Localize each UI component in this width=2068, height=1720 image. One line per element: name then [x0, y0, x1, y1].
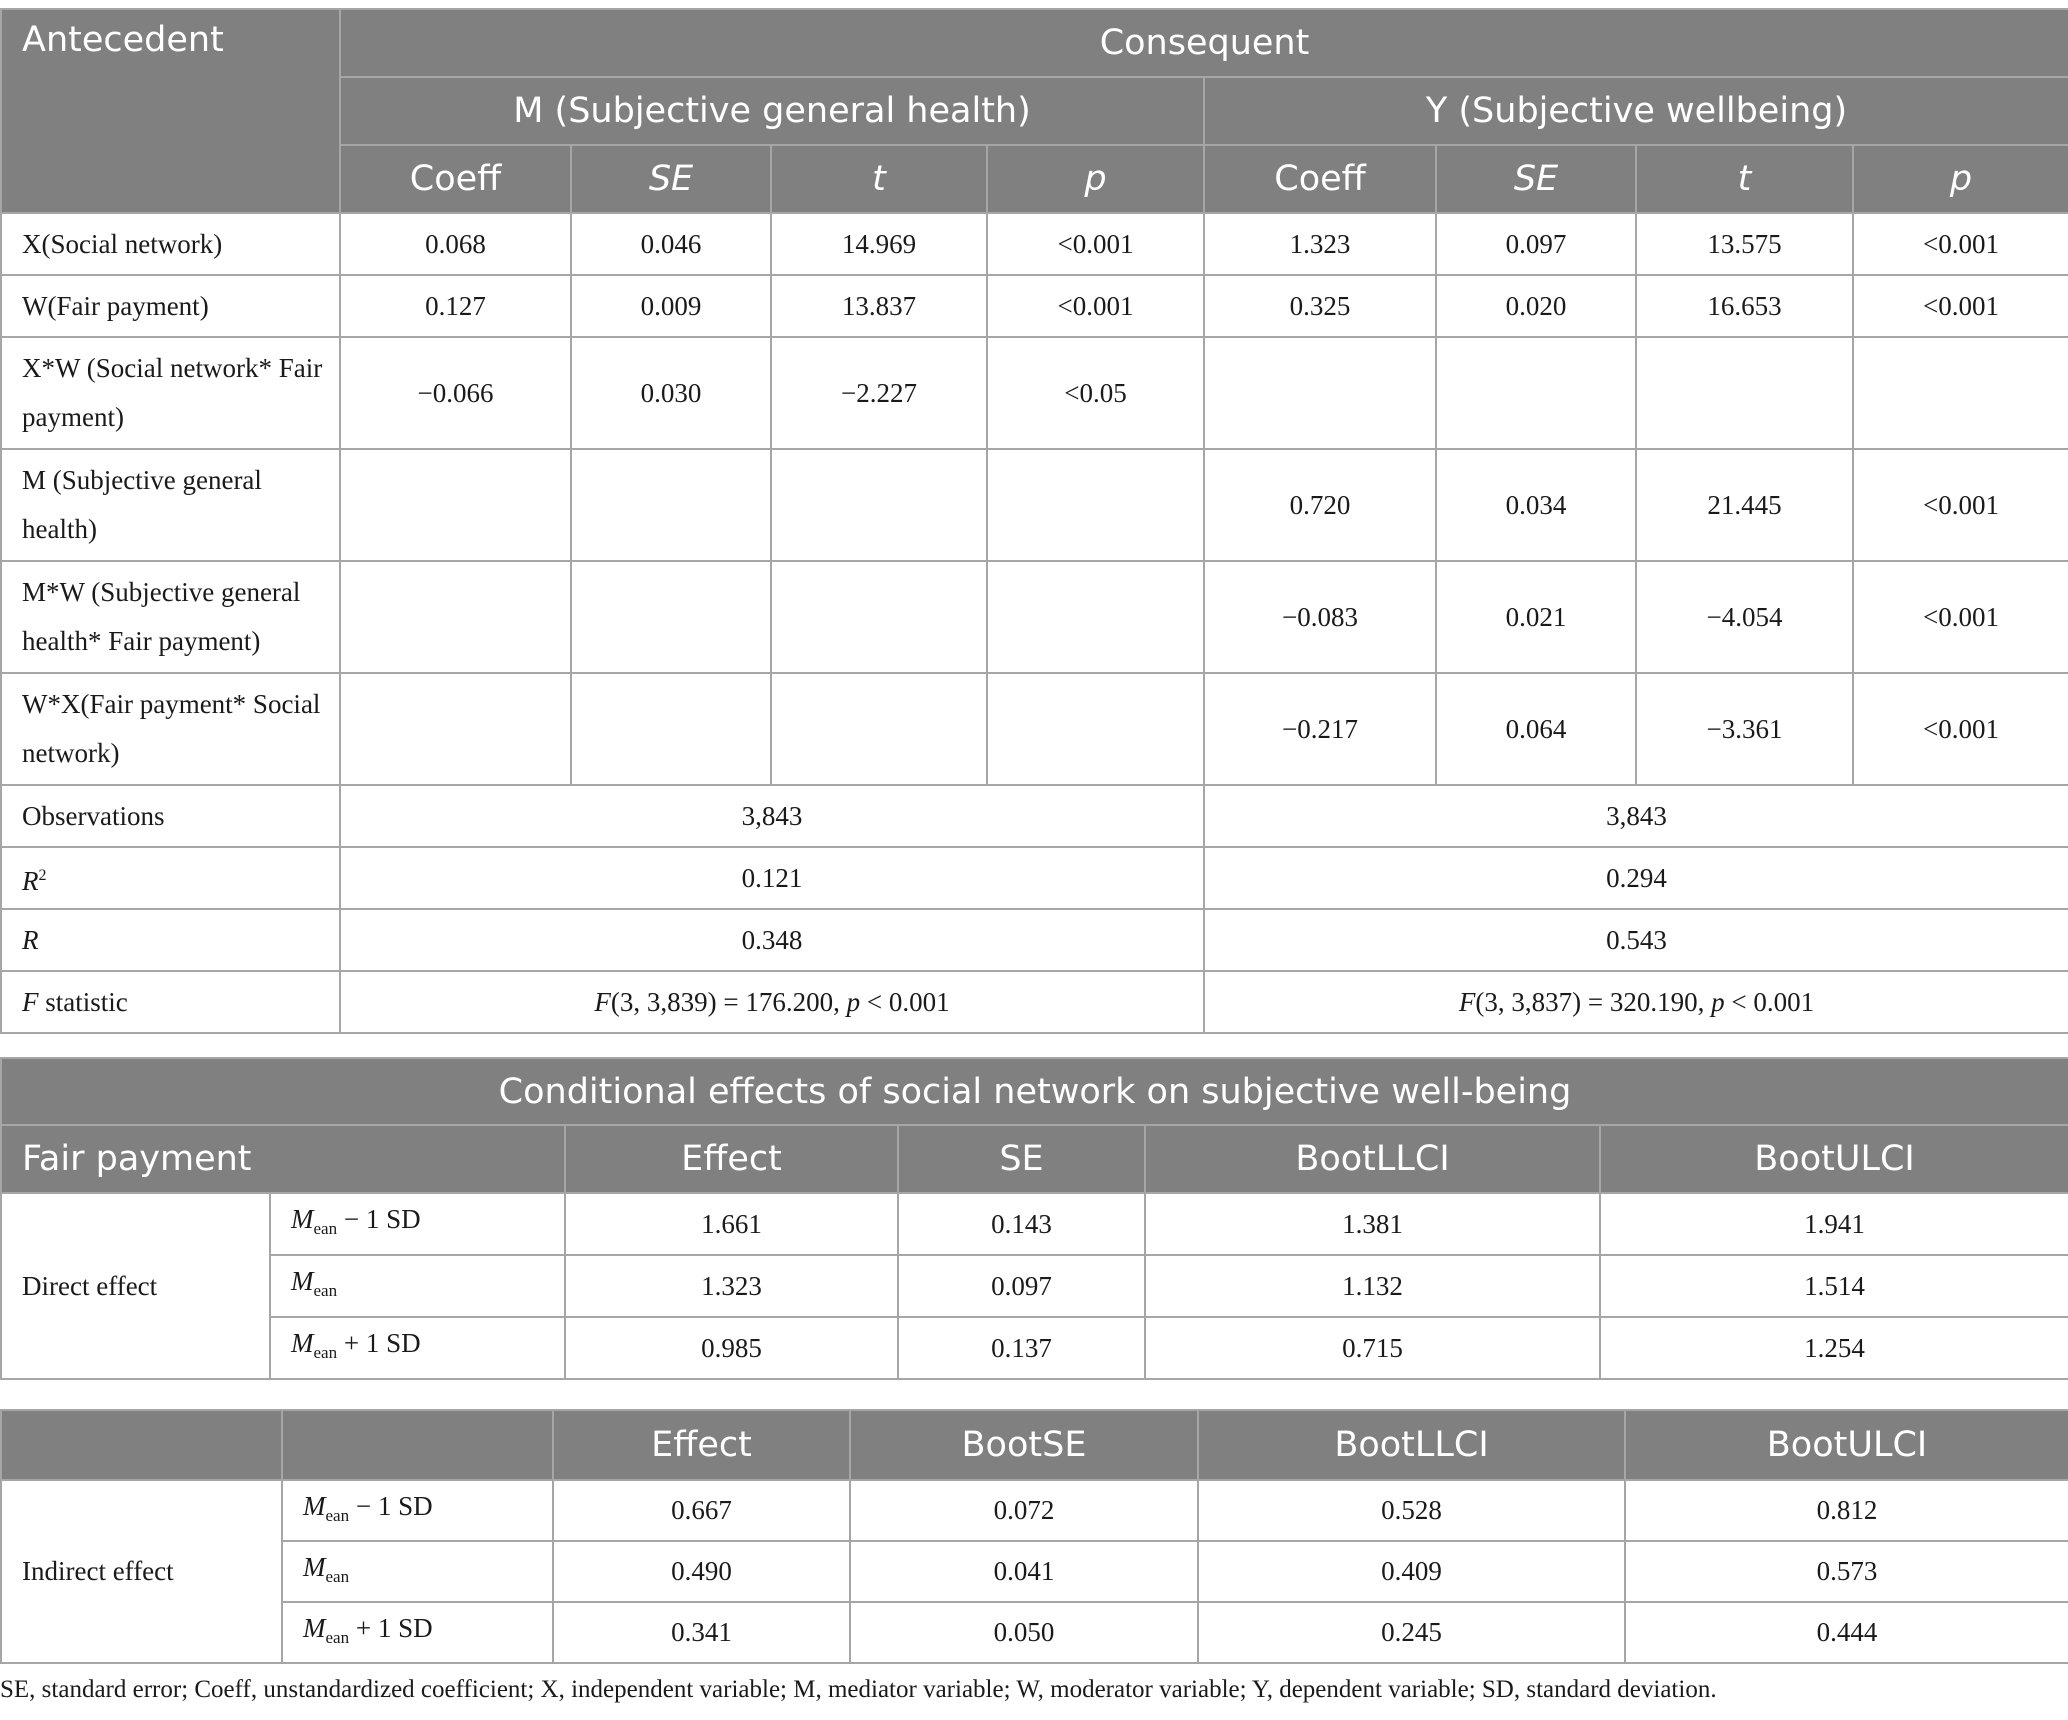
cell: <0.001 [1853, 449, 2068, 561]
blank-header [282, 1410, 553, 1480]
col-header: BootLLCI [1145, 1125, 1600, 1193]
cell: 0.021 [1436, 561, 1636, 673]
r2-symbol: R [22, 865, 39, 896]
p-symbol: p [846, 986, 861, 1017]
col-header: SE [1436, 145, 1636, 213]
level-label [282, 1541, 553, 1602]
col-header: SE [898, 1125, 1145, 1193]
table-footnote: SE, standard error; Coeff, unstandardized coefficient; X, independent variable; M, mediator variable; W, moderator variable; Y, dependent variable; SD, standard deviation. [0, 1676, 1717, 1703]
f-stat-m [340, 971, 1204, 1033]
cell: −2.227 [771, 337, 987, 449]
col-header: Effect [553, 1410, 850, 1480]
group-m-header: M (Subjective general health) [340, 77, 1204, 145]
f-args: (3, 3,839) = 176.200, [610, 986, 847, 1017]
cell: 0.050 [850, 1602, 1198, 1663]
f-args: (3, 3,837) = 320.190, [1475, 986, 1712, 1017]
col-header: Coeff [1204, 145, 1436, 213]
cell: 0.341 [553, 1602, 850, 1663]
col-header: p [1853, 145, 2068, 213]
cell: 0.409 [1198, 1541, 1625, 1602]
cell: 0.325 [1204, 275, 1436, 337]
antecedent-header: Antecedent [1, 9, 340, 213]
col-header: Effect [565, 1125, 898, 1193]
cell: <0.001 [1853, 673, 2068, 785]
cell [1436, 337, 1636, 449]
cell: <0.05 [987, 337, 1204, 449]
cell: 0.528 [1198, 1480, 1625, 1541]
subscript: ean [325, 1566, 350, 1586]
table-row [1, 1541, 2068, 1602]
table-row [1, 1255, 2068, 1317]
cell: <0.001 [1853, 275, 2068, 337]
cell: 16.653 [1636, 275, 1853, 337]
col-header: t [1636, 145, 1853, 213]
subscript: ean [313, 1281, 338, 1300]
cell [771, 449, 987, 561]
cell [1636, 337, 1853, 449]
m-symbol: M [291, 1266, 314, 1296]
level-label [270, 1255, 565, 1317]
cell: 0.715 [1145, 1317, 1600, 1379]
col-header: Fair payment [1, 1125, 565, 1193]
level-suffix: − 1 SD [349, 1490, 433, 1521]
col-header: BootSE [850, 1410, 1198, 1480]
subscript: ean [313, 1343, 338, 1362]
cell: <0.001 [987, 213, 1204, 275]
summary-row-r2 [1, 847, 2068, 909]
cell: 0.985 [565, 1317, 898, 1379]
r-m: 0.348 [340, 909, 1204, 971]
table-row [1, 561, 2068, 673]
cell: 0.072 [850, 1480, 1198, 1541]
summary-row-r [1, 909, 2068, 971]
col-header: SE [571, 145, 771, 213]
summary-row-f [1, 971, 2068, 1033]
conditional-effects-title: Conditional effects of social network on subjective well-being [1, 1058, 2068, 1125]
table-row [1, 275, 2068, 337]
f-symbol: F [1458, 986, 1476, 1017]
cell [571, 449, 771, 561]
subscript: ean [325, 1505, 350, 1525]
cell: 0.245 [1198, 1602, 1625, 1663]
cell: 0.720 [1204, 449, 1436, 561]
col-header: BootULCI [1625, 1410, 2068, 1480]
cell: <0.001 [1853, 213, 2068, 275]
f-symbol: F [22, 986, 39, 1017]
direct-effect-table [0, 1057, 2068, 1380]
row-label: M*W (Subjective general health* Fair payment) [1, 561, 340, 673]
cell: 1.381 [1145, 1193, 1600, 1255]
m-symbol: M [291, 1204, 314, 1234]
col-header: Coeff [340, 145, 571, 213]
level-suffix: + 1 SD [337, 1328, 421, 1358]
table-row [1, 673, 2068, 785]
row-label [1, 971, 340, 1033]
cell: 0.034 [1436, 449, 1636, 561]
table-row [1, 449, 2068, 561]
cell: 0.490 [553, 1541, 850, 1602]
row-label: X*W (Social network* Fair payment) [1, 337, 340, 449]
m-symbol: M [291, 1328, 314, 1358]
col-header: BootLLCI [1198, 1410, 1625, 1480]
level-label [282, 1602, 553, 1663]
m-symbol: M [303, 1490, 326, 1521]
table-row [1, 1317, 2068, 1379]
cell: 13.837 [771, 275, 987, 337]
r2-y: 0.294 [1204, 847, 2068, 909]
cell: −4.054 [1636, 561, 1853, 673]
cell: <0.001 [1853, 561, 2068, 673]
cell: 0.020 [1436, 275, 1636, 337]
cell: 1.941 [1600, 1193, 2068, 1255]
cell: 0.127 [340, 275, 571, 337]
cell: 1.661 [565, 1193, 898, 1255]
subscript: ean [325, 1627, 350, 1647]
cell: 1.323 [1204, 213, 1436, 275]
cell: 14.969 [771, 213, 987, 275]
consequent-header: Consequent [340, 9, 2068, 77]
cell: 0.143 [898, 1193, 1145, 1255]
table-row [1, 1602, 2068, 1663]
cell [987, 561, 1204, 673]
summary-row-observations [1, 785, 2068, 847]
row-label: W*X(Fair payment* Social network) [1, 673, 340, 785]
blank-header [1, 1410, 282, 1480]
cell: 0.444 [1625, 1602, 2068, 1663]
group-label: Indirect effect [1, 1480, 282, 1663]
cell: 0.009 [571, 275, 771, 337]
r-y: 0.543 [1204, 909, 2068, 971]
cell: <0.001 [987, 275, 1204, 337]
r2-superscript: 2 [38, 866, 47, 884]
cell [987, 449, 1204, 561]
cell [987, 673, 1204, 785]
cell: 1.514 [1600, 1255, 2068, 1317]
col-header: BootULCI [1600, 1125, 2068, 1193]
row-label: Observations [1, 785, 340, 847]
m-symbol: M [303, 1551, 326, 1582]
cell: 0.097 [1436, 213, 1636, 275]
row-label: R [1, 909, 340, 971]
row-label [1, 847, 340, 909]
group-y-header: Y (Subjective wellbeing) [1204, 77, 2068, 145]
cell [340, 449, 571, 561]
m-symbol: M [303, 1612, 326, 1643]
level-label [270, 1193, 565, 1255]
col-header: t [771, 145, 987, 213]
row-label: M (Subjective general health) [1, 449, 340, 561]
cell [1204, 337, 1436, 449]
cell [771, 673, 987, 785]
p-symbol: p [1711, 986, 1725, 1017]
cell [1853, 337, 2068, 449]
cell [771, 561, 987, 673]
cell: 1.254 [1600, 1317, 2068, 1379]
cell: 0.046 [571, 213, 771, 275]
level-suffix: − 1 SD [337, 1204, 421, 1234]
observations-y: 3,843 [1204, 785, 2068, 847]
level-label [282, 1480, 553, 1541]
p-value: < 0.001 [1724, 986, 1815, 1017]
cell [571, 673, 771, 785]
f-symbol: F [594, 986, 611, 1017]
subscript: ean [313, 1219, 338, 1238]
regression-table [0, 8, 2068, 1034]
cell: 0.041 [850, 1541, 1198, 1602]
cell: 13.575 [1636, 213, 1853, 275]
level-label [270, 1317, 565, 1379]
observations-m: 3,843 [340, 785, 1204, 847]
table-row [1, 213, 2068, 275]
cell: 0.137 [898, 1317, 1145, 1379]
row-label: W(Fair payment) [1, 275, 340, 337]
cell: 21.445 [1636, 449, 1853, 561]
group-label: Direct effect [1, 1193, 270, 1379]
cell: 0.068 [340, 213, 571, 275]
cell [340, 673, 571, 785]
cell: 0.097 [898, 1255, 1145, 1317]
table-row [1, 1193, 2068, 1255]
row-label: X(Social network) [1, 213, 340, 275]
cell: −3.361 [1636, 673, 1853, 785]
r2-m: 0.121 [340, 847, 1204, 909]
table-row [1, 1480, 2068, 1541]
f-stat-y [1204, 971, 2068, 1033]
cell: −0.083 [1204, 561, 1436, 673]
cell: 0.573 [1625, 1541, 2068, 1602]
cell: 1.323 [565, 1255, 898, 1317]
cell: 0.812 [1625, 1480, 2068, 1541]
cell: 0.030 [571, 337, 771, 449]
cell: −0.217 [1204, 673, 1436, 785]
f-label-rest: statistic [38, 986, 128, 1017]
cell [571, 561, 771, 673]
cell: 1.132 [1145, 1255, 1600, 1317]
cell: 0.064 [1436, 673, 1636, 785]
col-header: p [987, 145, 1204, 213]
cell [340, 561, 571, 673]
level-suffix: + 1 SD [349, 1612, 433, 1643]
table-row [1, 337, 2068, 449]
cell: −0.066 [340, 337, 571, 449]
cell: 0.667 [553, 1480, 850, 1541]
p-value: < 0.001 [860, 986, 950, 1017]
indirect-effect-table [0, 1409, 2068, 1664]
